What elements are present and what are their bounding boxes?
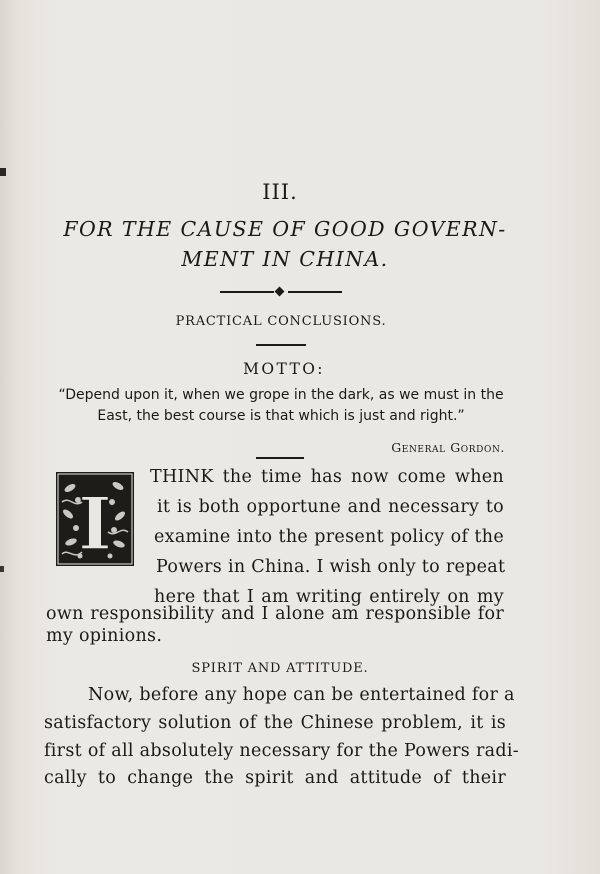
subsection-title: SPIRIT AND ATTITUDE.	[191, 661, 369, 676]
body-line: first of all absolutely necessary for the Powers radi-	[44, 741, 519, 761]
chapter-title-line: MENT IN CHINA.	[181, 247, 389, 271]
body-line: cally to change the spirit and attitude of their	[44, 768, 506, 788]
section-title: PRACTICAL CONCLUSIONS.	[175, 314, 387, 329]
body-line: own responsibility and I alone am responsible for	[46, 604, 504, 624]
drop-cap-letter	[56, 472, 134, 566]
body-line: Now, before any hope can be entertained for a	[88, 685, 515, 705]
divider-rule	[256, 457, 304, 459]
chapter-number: III.	[262, 180, 298, 204]
body-line: it is both opportune and necessary to	[157, 497, 504, 517]
drop-cap-glyph: I	[78, 481, 112, 566]
ornament-divider	[220, 287, 342, 297]
page-edge-mark	[0, 566, 4, 572]
body-line: examine into the present policy of the	[154, 527, 504, 547]
body-line: my opinions.	[46, 626, 163, 646]
body-line: Powers in China. I wish only to repeat	[156, 557, 506, 577]
body-line: THINK the time has now come when	[150, 467, 504, 487]
motto-label: MOTTO:	[243, 360, 325, 378]
page-edge-mark	[0, 168, 6, 176]
body-line: satisfactory solution of the Chinese problem, it is	[44, 713, 506, 733]
motto-quote-line: East, the best course is that which is just and right.”	[97, 408, 465, 424]
chapter-title-line: FOR THE CAUSE OF GOOD GOVERN-	[63, 217, 507, 241]
body-line: here that I am writing entirely on my	[154, 587, 504, 607]
motto-author: General Gordon.	[391, 440, 505, 455]
chapter-title	[62, 214, 508, 274]
divider-rule	[256, 344, 306, 346]
motto-quote-line: “Depend upon it, when we grope in the dark, as we must in the	[58, 387, 504, 403]
motto-quote	[54, 385, 508, 427]
